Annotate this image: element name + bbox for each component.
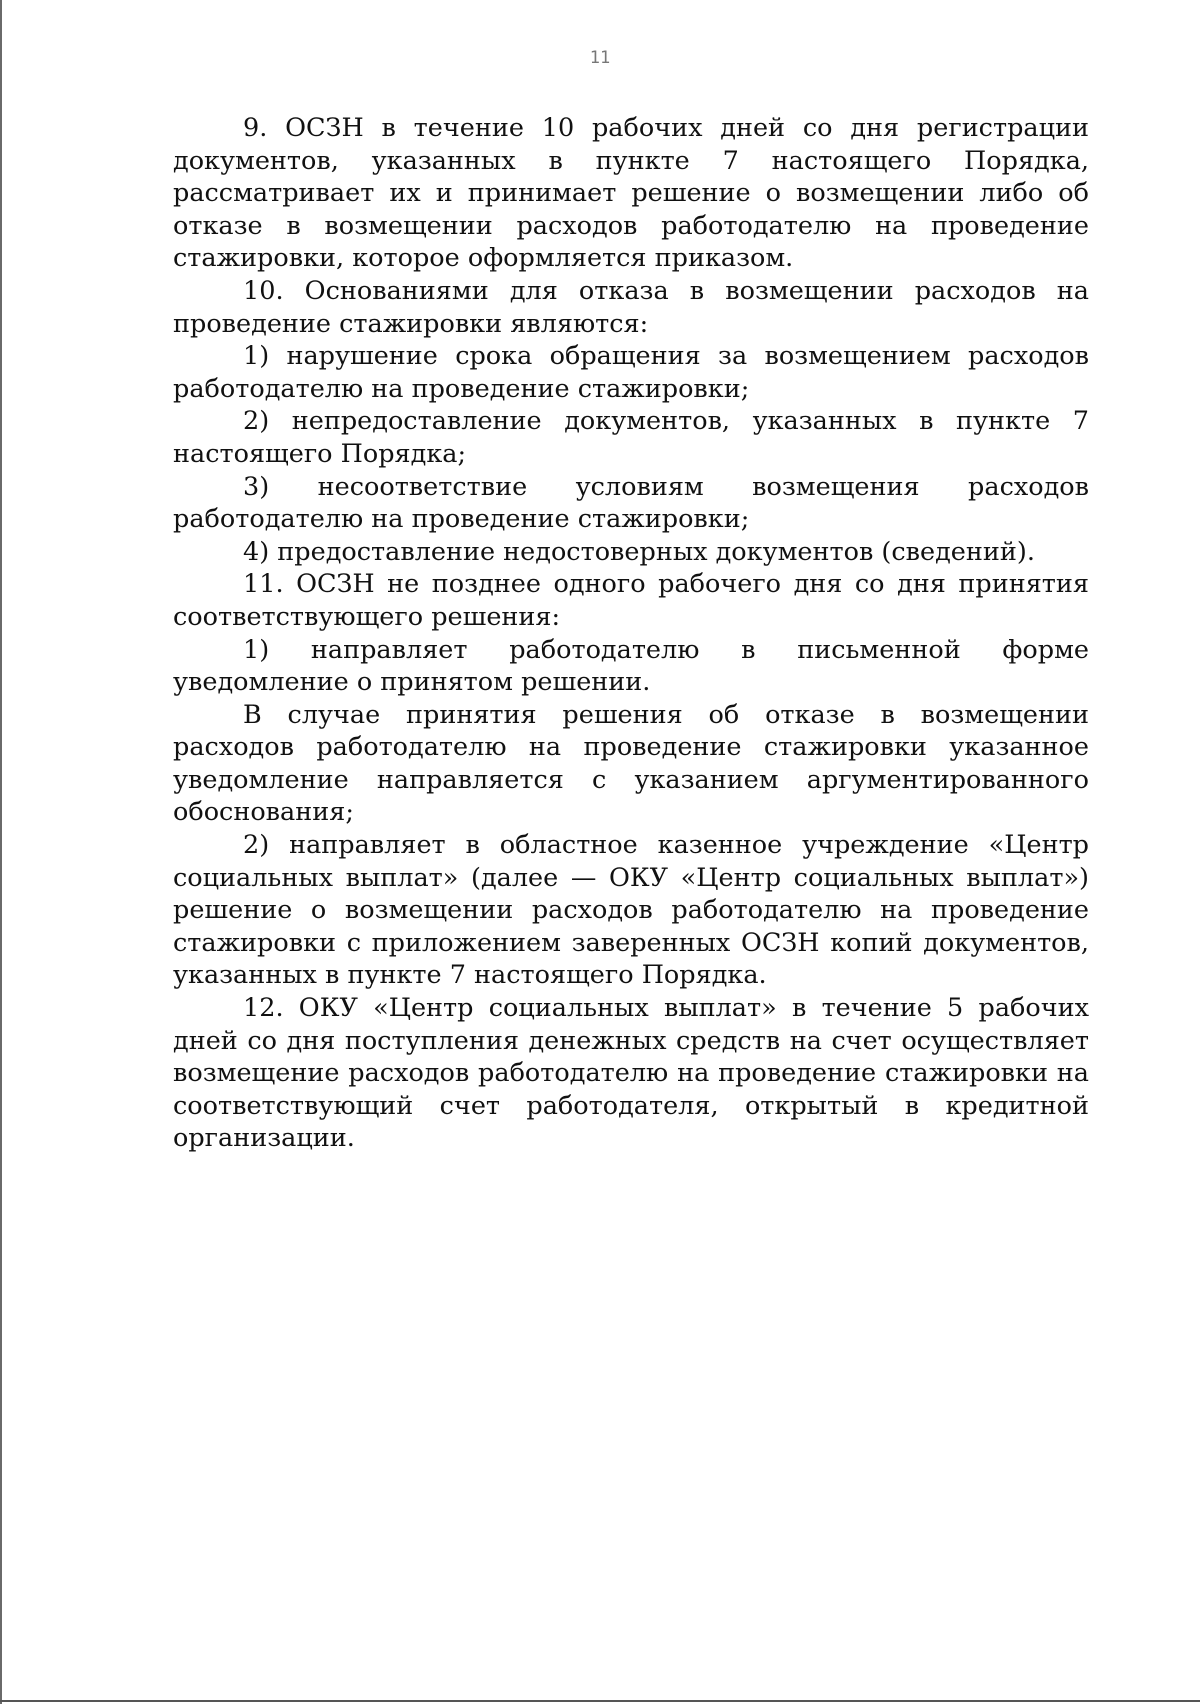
scan-left-border [0, 0, 2, 1704]
paragraph-10-item-3: 3) несоответствие условиям возмещения расходов работодателю на проведение стажировки; [173, 471, 1089, 535]
paragraph-11-item-1: 1) направляет работодателю в письменной форме уведомление о принятом решении. [173, 634, 1089, 698]
paragraph-11: 11. ОСЗН не позднее одного рабочего дня со дня принятия соответствующего решения: [173, 569, 1089, 632]
paragraph-10-item-2: 2) непредоставление документов, указанных в пункте 7 настоящего Порядка; [173, 406, 1089, 469]
paragraph-11-refusal-note: В случае принятия решения об отказе в возмещении расходов работодателю на проведение стажировки указанное уведомление направляется с указанием аргументированного обоснования; [173, 699, 1089, 828]
scan-bottom-border [0, 1700, 1200, 1702]
paragraph-11-item-2: 2) направляет в областное казенное учреждение «Центр социальных выплат» (далее — ОКУ «Центр социальных выплат») решение о возмещении расходов работодателю на проведение стажировки с приложением заверенных ОСЗН копий документов, указанных в пункте 7 настоящего Порядка. [173, 830, 1089, 991]
paragraph-10-item-4: 4) предоставление недостоверных документов (сведений). [243, 536, 1035, 567]
paragraph-9: 9. ОСЗН в течение 10 рабочих дней со дня регистрации документов, указанных в пункте 7 настоящего Порядка, рассматривает их и принимает решение о возмещении либо об отказе в возмещении расходов работодателю на проведение стажировки, которое оформляется приказом. [173, 113, 1089, 274]
document-body [173, 112, 1089, 1155]
page-number: 11 [589, 48, 611, 68]
paragraph-10: 10. Основаниями для отказа в возмещении расходов на проведение стажировки являются: [173, 275, 1089, 339]
paragraph-10-item-1: 1) нарушение срока обращения за возмещением расходов работодателю на проведение стажировки; [173, 341, 1089, 404]
paragraph-12: 12. ОКУ «Центр социальных выплат» в течение 5 рабочих дней со дня поступления денежных средств на счет осуществляет возмещение расходов работодателю на проведение стажировки на соответствующий счет работодателя, открытый в кредитной организации. [173, 993, 1089, 1154]
